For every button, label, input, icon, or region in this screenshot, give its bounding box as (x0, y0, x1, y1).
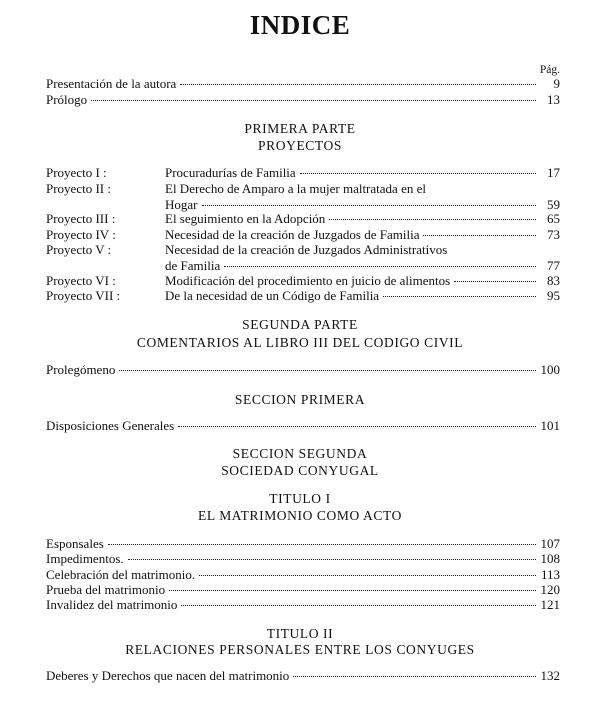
titulo-heading: TITULO II (266, 626, 334, 641)
entry-page: 17 (547, 165, 560, 180)
entry-page: 113 (540, 567, 560, 582)
project-title-cont: Hogar (165, 197, 198, 212)
entry-label: Presentación de la autora (46, 76, 177, 91)
toc-entry-prologo[interactable] (46, 92, 560, 108)
entry-page: 77 (547, 258, 560, 273)
entry-page: 120 (540, 582, 560, 597)
dot-leader (329, 218, 536, 220)
entry-page: 107 (540, 536, 560, 551)
section-heading: SECCION SEGUNDA (232, 446, 368, 461)
entry-label: Impedimentos. (46, 551, 124, 566)
section-heading: SECCION PRIMERA (234, 392, 366, 407)
dot-leader (199, 574, 536, 576)
part-heading: SEGUNDA PARTE (242, 317, 358, 332)
project-title: Procuradurías de Familia (165, 165, 296, 180)
toc-entry-deberes[interactable] (46, 668, 560, 684)
entry-page: 73 (547, 227, 560, 242)
project-label: Proyecto I : (46, 165, 107, 180)
entry-page: 83 (547, 273, 560, 288)
dot-leader (224, 265, 536, 267)
project-title: Modificación del procedimiento en juicio de alimentos (165, 273, 451, 288)
project-label: Proyecto IV : (46, 227, 116, 242)
toc-entry-disposiciones[interactable] (46, 418, 560, 434)
entry-page: 65 (547, 211, 560, 226)
toc-entry-celebracion[interactable] (46, 567, 560, 583)
dot-leader (454, 280, 536, 282)
titulo-subheading: EL MATRIMONIO COMO ACTO (198, 508, 402, 523)
dot-leader (293, 675, 536, 677)
entry-label: Prólogo (46, 92, 88, 107)
project-title: El seguimiento en la Adopción (165, 211, 326, 226)
dot-leader (383, 295, 536, 297)
section-subheading: SOCIEDAD CONYUGAL (221, 463, 379, 478)
entry-page: 95 (547, 288, 560, 303)
entry-label: Prolegómeno (46, 362, 116, 377)
entry-label: Esponsales (46, 536, 104, 551)
toc-entry-impedimentos[interactable] (46, 551, 560, 567)
entry-page: 101 (540, 418, 560, 433)
dot-leader (180, 83, 536, 85)
toc-entry-invalidez[interactable] (46, 597, 560, 613)
entry-page: 9 (553, 76, 560, 91)
entry-page: 13 (547, 92, 560, 107)
part-heading: PRIMERA PARTE (244, 121, 356, 136)
entry-label: Deberes y Derechos que nacen del matrimonio (46, 668, 290, 683)
entry-label: Celebración del matrimonio. (46, 567, 196, 582)
entry-page: 59 (547, 197, 560, 212)
dot-leader (202, 204, 537, 206)
entry-page: 100 (540, 362, 560, 377)
dot-leader (128, 558, 536, 560)
project-title: De la necesidad de un Código de Familia (165, 288, 380, 303)
dot-leader (119, 369, 536, 371)
project-title: Necesidad de la creación de Juzgados de Familia (165, 227, 420, 242)
project-title: El Derecho de Amparo a la mujer maltratada en el (165, 181, 426, 196)
project-label: Proyecto VI : (46, 273, 116, 288)
dot-leader (108, 543, 536, 545)
toc-entry-prolegomeno[interactable] (46, 362, 560, 378)
entry-page: 121 (540, 597, 560, 612)
dot-leader (178, 425, 536, 427)
toc-entry-prueba[interactable] (46, 582, 560, 598)
project-label: Proyecto V : (46, 242, 112, 257)
project-title-cont: de Familia (165, 258, 221, 273)
entry-page: 108 (540, 551, 560, 566)
project-title: Necesidad de la creación de Juzgados Administrativos (165, 242, 448, 257)
titulo-heading: TITULO I (269, 491, 331, 506)
dot-leader (169, 589, 536, 591)
page-title: INDICE (249, 10, 351, 40)
dot-leader (181, 604, 536, 606)
dot-leader (91, 99, 536, 101)
project-label: Proyecto III : (46, 211, 116, 226)
project-label: Proyecto II : (46, 181, 111, 196)
part-subheading: PROYECTOS (258, 138, 342, 153)
dot-leader (300, 172, 536, 174)
dot-leader (423, 234, 536, 236)
part-subheading: COMENTARIOS AL LIBRO III DEL CODIGO CIVIL (136, 335, 464, 350)
toc-entry-presentacion[interactable] (46, 76, 560, 92)
entry-page: 132 (540, 668, 560, 683)
titulo-subheading: RELACIONES PERSONALES ENTRE LOS CONYUGES (125, 642, 475, 657)
page-column-label: Pág. (539, 64, 560, 76)
entry-label: Disposiciones Generales (46, 418, 175, 433)
project-label: Proyecto VII : (46, 288, 121, 303)
entry-label: Invalidez del matrimonio (46, 597, 178, 612)
toc-entry-esponsales[interactable] (46, 536, 560, 552)
entry-label: Prueba del matrimonio (46, 582, 166, 597)
